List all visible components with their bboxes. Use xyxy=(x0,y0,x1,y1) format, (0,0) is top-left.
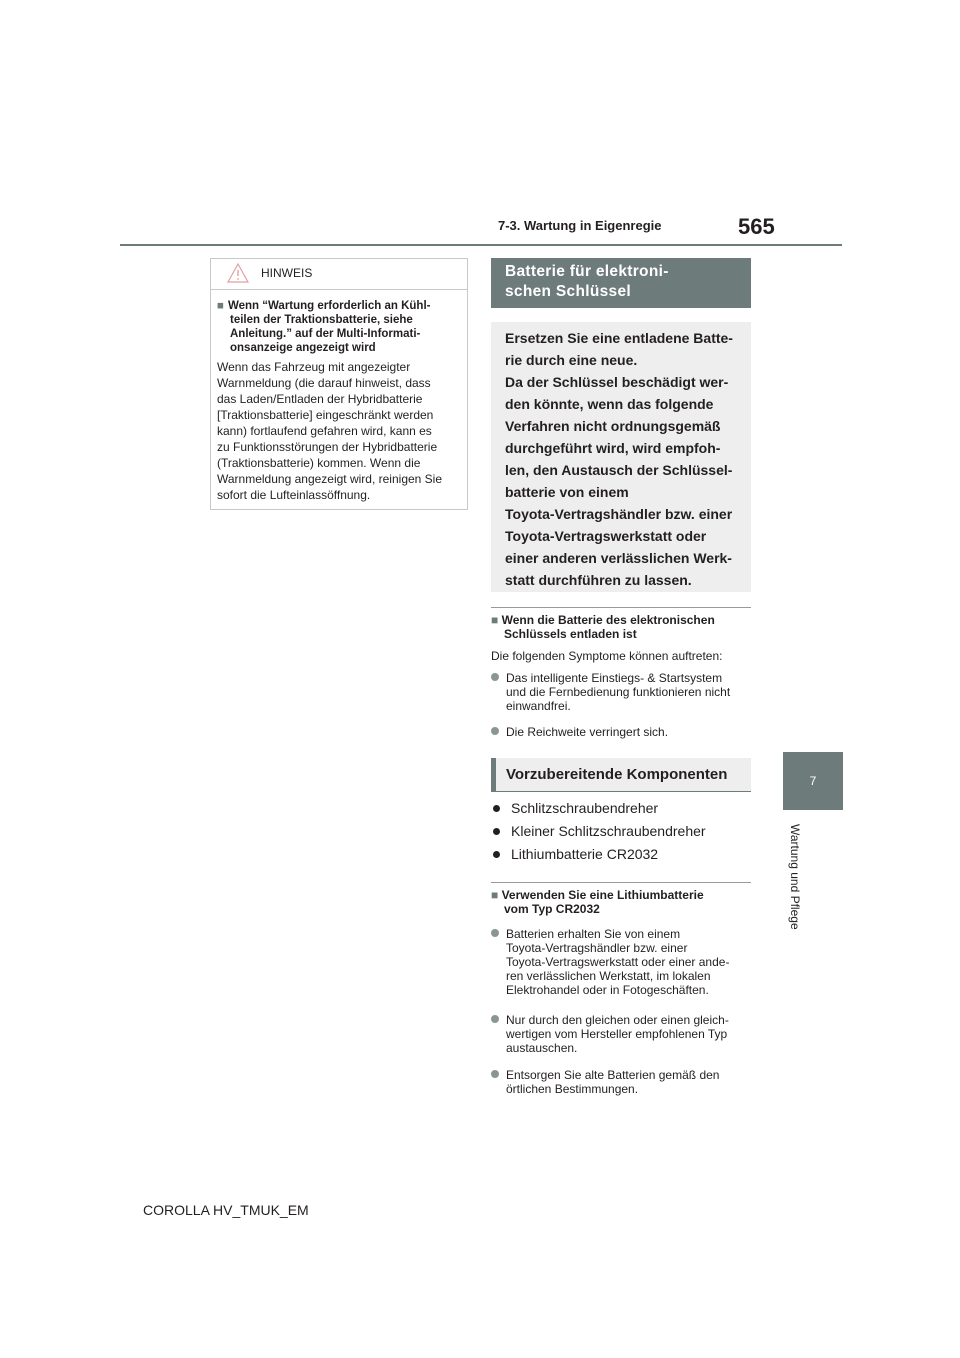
notice-body-line: das Laden/Entladen der Hybridbatterie xyxy=(217,392,423,406)
subsection-heading: ■ Verwenden Sie eine Lithiumbatterie vom Typ CR2032 xyxy=(491,888,704,916)
notice-heading-line: teilen der Traktionsbatterie, siehe xyxy=(230,314,413,326)
section-title-line: schen Schlüssel xyxy=(505,283,631,300)
warning-triangle-icon xyxy=(227,263,249,283)
notice-body-line: Warnmeldung (die darauf hinweist, dass xyxy=(217,376,431,390)
notice-body-line: sofort die Lufteinlassöffnung. xyxy=(217,488,371,502)
notice-body-line: kann) fortlaufend gefahren wird, kann es xyxy=(217,424,432,438)
battery-section-header xyxy=(491,258,751,308)
chapter-label xyxy=(760,824,830,1024)
summary-line: durchgeführt wird, wird empfoh- xyxy=(505,440,721,456)
summary-line: len, den Austausch der Schlüssel- xyxy=(505,462,733,478)
footer-model: COROLLA HV_TMUK_EM xyxy=(143,1202,309,1218)
notice-heading-line: onsanzeige angezeigt wird xyxy=(230,342,376,354)
summary-line: rie durch eine neue. xyxy=(505,352,638,368)
chapter-tab xyxy=(783,752,843,810)
notice-body-line: zu Funktionsstörungen der Hybridbatterie xyxy=(217,440,438,454)
notice-heading-line: Wenn “Wartung erforderlich an Kühl- xyxy=(227,300,431,312)
subsection-heading: ■ Wenn die Batterie des elektronischen Schlüssels entladen ist xyxy=(491,613,715,641)
bullet-dot xyxy=(491,1015,499,1023)
intro-text: Die folgenden Symptome können auftreten: xyxy=(491,649,723,663)
summary-line: Verfahren nicht ordnungsgemäß xyxy=(505,418,721,434)
subsection-divider xyxy=(491,607,751,608)
chapter-label-text: Wartung und Pflege xyxy=(788,824,802,930)
prep-section-header xyxy=(491,758,751,792)
summary-line: statt durchführen zu lassen. xyxy=(505,572,692,588)
summary-box xyxy=(491,322,751,592)
notice-body-line: [Traktionsbatterie] eingeschränkt werden xyxy=(217,408,434,422)
notice-body-line: Warnmeldung angezeigt wird, reinigen Sie xyxy=(217,472,443,486)
bullet-dot xyxy=(493,828,500,835)
prep-section-title: Vorzubereitende Komponenten xyxy=(506,766,728,783)
bullet-dot xyxy=(493,851,500,858)
notice-heading: ■ Wenn “Wartung erforderlich an Kühl- teilen der Traktionsbatterie, siehe Anleitung.” auf der Multi-Informati- onsanzeige angezeigt wird xyxy=(217,299,461,355)
summary-line: Toyota-Vertragshändler bzw. einer xyxy=(505,506,733,522)
notice-body-line: Wenn das Fahrzeug mit angezeigter xyxy=(217,360,411,374)
summary-line: Da der Schlüssel beschädigt wer- xyxy=(505,374,729,390)
notice-title-row xyxy=(211,259,467,290)
bullet-dot xyxy=(491,727,499,735)
notice-title: HINWEIS xyxy=(261,266,313,280)
subsection-divider xyxy=(491,882,751,883)
summary-line: den könnte, wenn das folgende xyxy=(505,396,714,412)
summary-line: Toyota-Vertragswerkstatt oder xyxy=(505,528,707,544)
section-title-line: Batterie für elektroni- xyxy=(505,263,669,280)
bullet-dot xyxy=(491,1070,499,1078)
notice-body-line: (Traktionsbatterie) kommen. Wenn die xyxy=(217,456,421,470)
section-heading: 7-3. Wartung in Eigenregie xyxy=(498,218,662,233)
bullet-dot xyxy=(491,673,499,681)
summary-line: Ersetzen Sie eine entladene Batte- xyxy=(505,330,733,346)
chapter-number: 7 xyxy=(809,774,817,788)
summary-line: einer anderen verlässlichen Werk- xyxy=(505,550,732,566)
bullet-dot xyxy=(493,805,500,812)
notice-box xyxy=(210,258,468,510)
header-divider xyxy=(120,244,842,246)
summary-line: batterie von einem xyxy=(505,484,629,500)
notice-heading-line: Anleitung.” auf der Multi-Informati- xyxy=(230,328,421,340)
page-number: 565 xyxy=(738,214,775,239)
bullet-dot xyxy=(491,929,499,937)
